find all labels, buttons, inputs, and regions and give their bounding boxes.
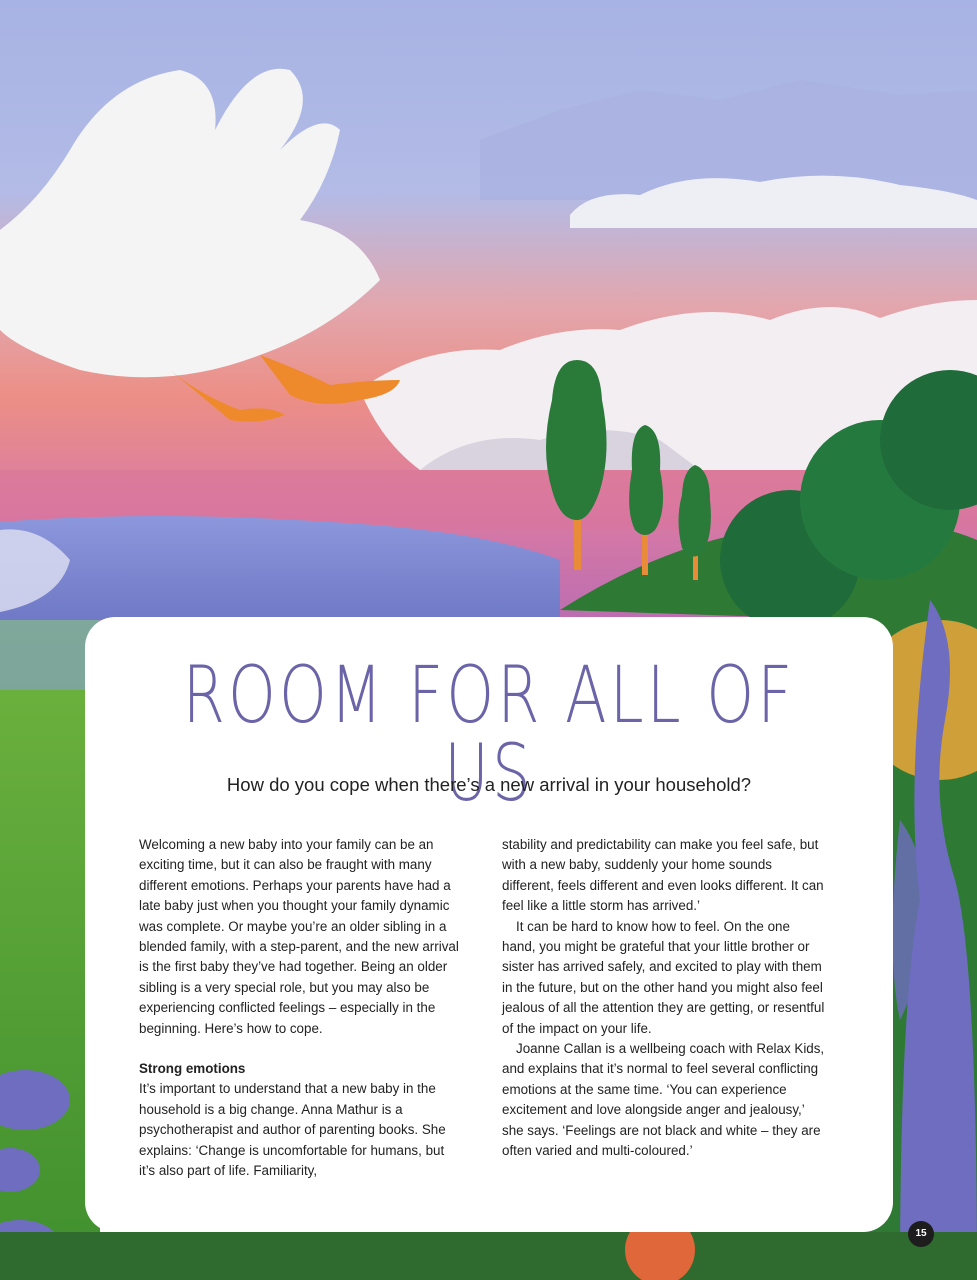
- paragraph-feelings: It can be hard to know how to feel. On the one hand, you might be grateful that your little brother or sister has arrived safely, and excited to play with them in the future, but on the other hand you might also feel jealous of all the attention they are getting, or resentful of the impact on your life.: [502, 918, 825, 1036]
- bottom-ground: [0, 1232, 977, 1280]
- page-number-badge: 15: [908, 1221, 934, 1247]
- right-column: [502, 835, 827, 1162]
- article-subtitle: How do you cope when there’s a new arrival in your household?: [226, 774, 752, 795]
- article-title: ROOM FOR ALL OF US: [182, 651, 796, 819]
- article-card: [85, 617, 893, 1232]
- left-column: [139, 835, 464, 1182]
- paragraph-coach: Joanne Callan is a wellbeing coach with Relax Kids, and explains that it’s normal to feel several conflicting emotions at the same time. ‘You can experience excitement and love alongside anger and jealousy,’ she says. ‘Feelings are not black and white – they are often varied and multi-coloured.’: [502, 1041, 825, 1159]
- section-paragraph: It’s important to understand that a new baby in the household is a big change. Anna Mathur is a psychotherapist and author of parenting books. She explains: ‘Change is uncomfortable for humans, but it’s also part of life. Familiarity,: [139, 1081, 446, 1179]
- intro-paragraph: Welcoming a new baby into your family can be an exciting time, but it can also be fraught with many different emotions. Perhaps your parents have had a late baby just when you thought your family dynamic was complete. Or maybe you’re an older sibling in a blended family, with a step-parent, and the new arrival is the first baby they’ve had together. Being an older sibling is a very special role, but you may also be experiencing conflicted feelings – especially in the beginning. Here’s how to cope.: [139, 837, 459, 1036]
- section-heading: Strong emotions: [139, 1061, 246, 1077]
- paragraph-continued: stability and predictability can make you feel safe, but with a new baby, suddenly your home sounds different, feels different and even looks different. It can feel like a little storm has arrived.’: [502, 837, 824, 914]
